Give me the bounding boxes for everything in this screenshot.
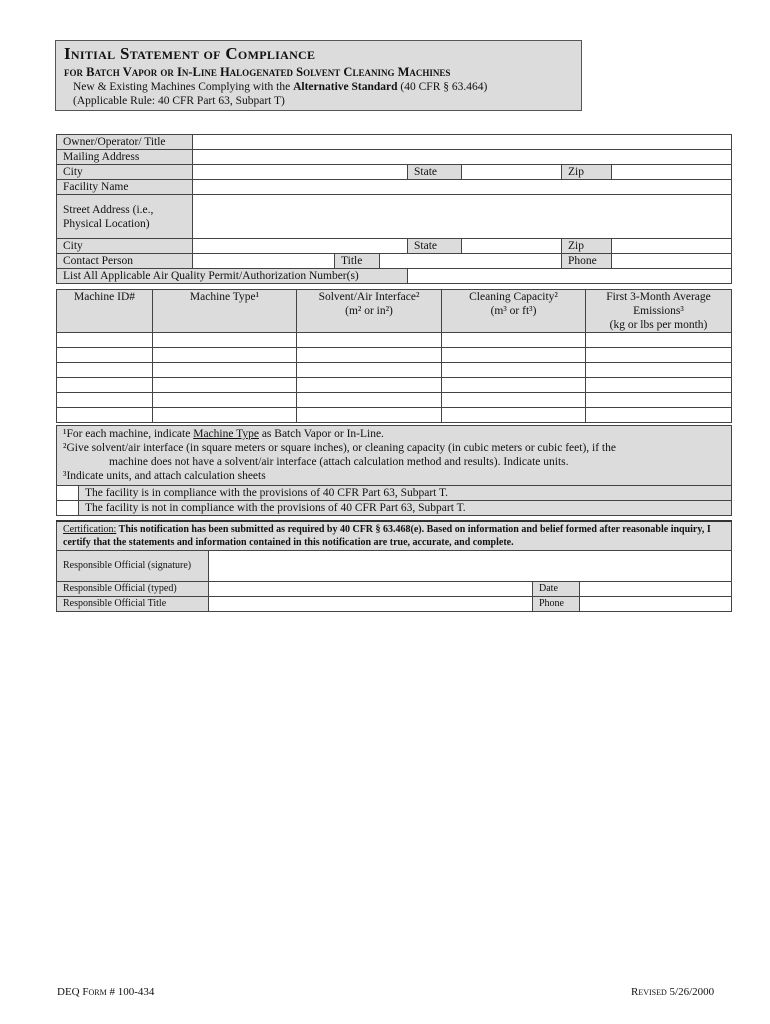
contact-person-field[interactable] bbox=[193, 254, 335, 269]
form-title: Initial Statement of Compliance bbox=[64, 44, 316, 63]
owner-facility-table bbox=[56, 134, 732, 284]
owner-title-label: Owner/Operator/ Title bbox=[57, 135, 193, 150]
mailing-address-field[interactable] bbox=[193, 150, 732, 165]
street-address-label: Street Address (i.e., Physical Location) bbox=[57, 195, 193, 239]
col-machine-type: Machine Type¹ bbox=[153, 290, 297, 333]
notes-compliance-table bbox=[56, 425, 732, 516]
table-row bbox=[57, 408, 732, 423]
official-phone-label: Phone bbox=[533, 597, 580, 612]
owner-zip-field[interactable] bbox=[612, 165, 732, 180]
typed-name-field[interactable] bbox=[209, 582, 533, 597]
contact-phone-label: Phone bbox=[562, 254, 612, 269]
signature-label: Responsible Official (signature) bbox=[57, 551, 209, 582]
permits-field[interactable] bbox=[408, 269, 732, 284]
official-phone-field[interactable] bbox=[580, 597, 732, 612]
official-title-field[interactable] bbox=[209, 597, 533, 612]
table-row bbox=[57, 348, 732, 363]
machines-table bbox=[56, 289, 732, 423]
facility-zip-field[interactable] bbox=[612, 239, 732, 254]
official-title-label: Responsible Official Title bbox=[57, 597, 209, 612]
mailing-address-label: Mailing Address bbox=[57, 150, 193, 165]
footnotes: ¹For each machine, indicate Machine Type as Batch Vapor or In-Line. ²Give solvent/air interface (in square meters or square inches), or cleaning capacity (in cubic meters or cubic feet), if the machine does not have a solvent/air interface (attach calculation method and results). Indicate units. ³Indicate units, and attach calculation sheets bbox=[57, 426, 732, 486]
facility-city-label: City bbox=[57, 239, 193, 254]
facility-state-label: State bbox=[408, 239, 462, 254]
applicability-line: New & Existing Machines Complying with the Alternative Standard (40 CFR § 63.464) bbox=[73, 81, 488, 93]
owner-state-label: State bbox=[408, 165, 462, 180]
compliance-no-checkbox[interactable] bbox=[57, 501, 79, 516]
facility-state-field[interactable] bbox=[462, 239, 562, 254]
facility-zip-label: Zip bbox=[562, 239, 612, 254]
col-interface: Solvent/Air Interface² (m² or in²) bbox=[297, 290, 442, 333]
form-subtitle: for Batch Vapor or In-Line Halogenated Solvent Cleaning Machines bbox=[64, 65, 451, 79]
contact-phone-field[interactable] bbox=[612, 254, 732, 269]
contact-title-field[interactable] bbox=[380, 254, 562, 269]
owner-city-label: City bbox=[57, 165, 193, 180]
compliance-no-label: The facility is not in compliance with the provisions of 40 CFR Part 63, Subpart T. bbox=[79, 501, 732, 516]
signature-field[interactable] bbox=[209, 551, 732, 582]
permits-label: List All Applicable Air Quality Permit/Authorization Number(s) bbox=[57, 269, 408, 284]
certification-text: Certification: This notification has been submitted as required by 40 CFR § 63.468(e). Based on information and belief formed after reasonable inquiry, I certify that the statements and information contained in this notification are true, accurate, and complete. bbox=[57, 521, 732, 551]
form-number: DEQ Form # 100-434 bbox=[57, 986, 155, 998]
revision-date: Revised 5/26/2000 bbox=[631, 986, 715, 998]
col-emissions: First 3-Month Average Emissions³ (kg or lbs per month) bbox=[586, 290, 732, 333]
col-capacity: Cleaning Capacity² (m³ or ft³) bbox=[442, 290, 586, 333]
certification-table bbox=[56, 520, 732, 612]
form-header bbox=[55, 40, 582, 111]
table-row bbox=[57, 363, 732, 378]
compliance-yes-label: The facility is in compliance with the provisions of 40 CFR Part 63, Subpart T. bbox=[79, 486, 732, 501]
facility-city-field[interactable] bbox=[193, 239, 408, 254]
typed-name-label: Responsible Official (typed) bbox=[57, 582, 209, 597]
contact-person-label: Contact Person bbox=[57, 254, 193, 269]
compliance-yes-checkbox[interactable] bbox=[57, 486, 79, 501]
table-row bbox=[57, 393, 732, 408]
facility-name-label: Facility Name bbox=[57, 180, 193, 195]
owner-city-field[interactable] bbox=[193, 165, 408, 180]
street-address-field[interactable] bbox=[193, 195, 732, 239]
table-row bbox=[57, 333, 732, 348]
contact-title-label: Title bbox=[335, 254, 380, 269]
owner-state-field[interactable] bbox=[462, 165, 562, 180]
owner-zip-label: Zip bbox=[562, 165, 612, 180]
date-field[interactable] bbox=[580, 582, 732, 597]
date-label: Date bbox=[533, 582, 580, 597]
applicable-rule: (Applicable Rule: 40 CFR Part 63, Subpart T) bbox=[73, 95, 285, 107]
table-row bbox=[57, 378, 732, 393]
facility-name-field[interactable] bbox=[193, 180, 732, 195]
owner-title-field[interactable] bbox=[193, 135, 732, 150]
col-machine-id: Machine ID# bbox=[57, 290, 153, 333]
